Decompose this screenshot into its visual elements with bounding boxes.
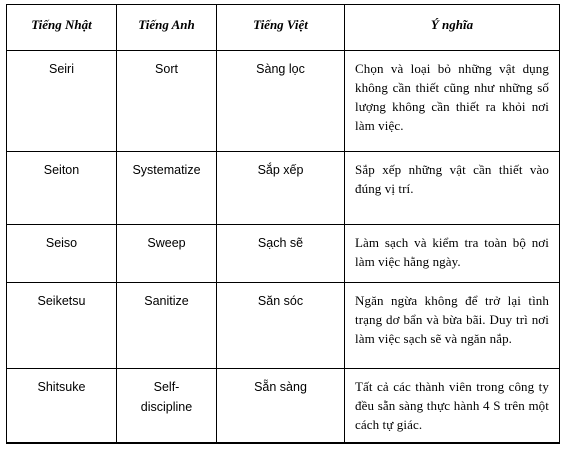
cell-english: Sanitize (144, 294, 189, 308)
table-row (7, 152, 560, 225)
cell-japanese: Seiketsu (37, 294, 86, 308)
cell-japanese: Seiton (43, 163, 80, 177)
cell-vietnamese: Sắp xếp (257, 163, 304, 177)
cell-vietnamese: Sẵn sàng (254, 380, 307, 394)
cell-meaning: Ngăn ngừa không để trở lại tình trạng dơ bẩn và bừa bãi. Duy trì nơi làm việc sạch sẽ và ngăn nắp. (345, 283, 560, 369)
cell-english: Self-discipline (140, 380, 193, 414)
cell-english: Sort (155, 62, 178, 76)
cell-meaning: Tất cả các thành viên trong công ty đều sẵn sàng thực hành 4 S trên một cách tự giác. (345, 369, 560, 443)
cell-vietnamese: Sàng lọc (256, 62, 305, 76)
cell-japanese: Shitsuke (37, 380, 86, 394)
cell-japanese: Seiso (45, 236, 78, 250)
cell-japanese: Seiri (48, 62, 74, 76)
cell-meaning: Chọn và loại bỏ những vật dụng không cần thiết cũng như những số lượng không cần thiết ra khỏi nơi làm việc. (345, 51, 560, 152)
cell-vietnamese: Săn sóc (257, 294, 304, 308)
header-row (7, 5, 560, 51)
cell-meaning: Làm sạch và kiểm tra toàn bộ nơi làm việc hằng ngày. (345, 225, 560, 283)
cell-vietnamese: Sạch sẽ (257, 236, 304, 250)
cell-english: Systematize (132, 163, 201, 177)
5s-table (6, 4, 560, 444)
table-row (7, 51, 560, 152)
header-meaning: Ý nghĩa (345, 5, 560, 51)
header-english: Tiếng Anh (117, 5, 217, 51)
header-vietnamese: Tiếng Việt (217, 5, 345, 51)
table-row (7, 225, 560, 283)
table-row (7, 369, 560, 443)
5s-table-container (6, 4, 559, 444)
table-row (7, 283, 560, 369)
cell-english: Sweep (147, 236, 186, 250)
header-japanese: Tiếng Nhật (7, 5, 117, 51)
cell-meaning: Sắp xếp những vật cần thiết vào đúng vị trí. (345, 152, 560, 225)
